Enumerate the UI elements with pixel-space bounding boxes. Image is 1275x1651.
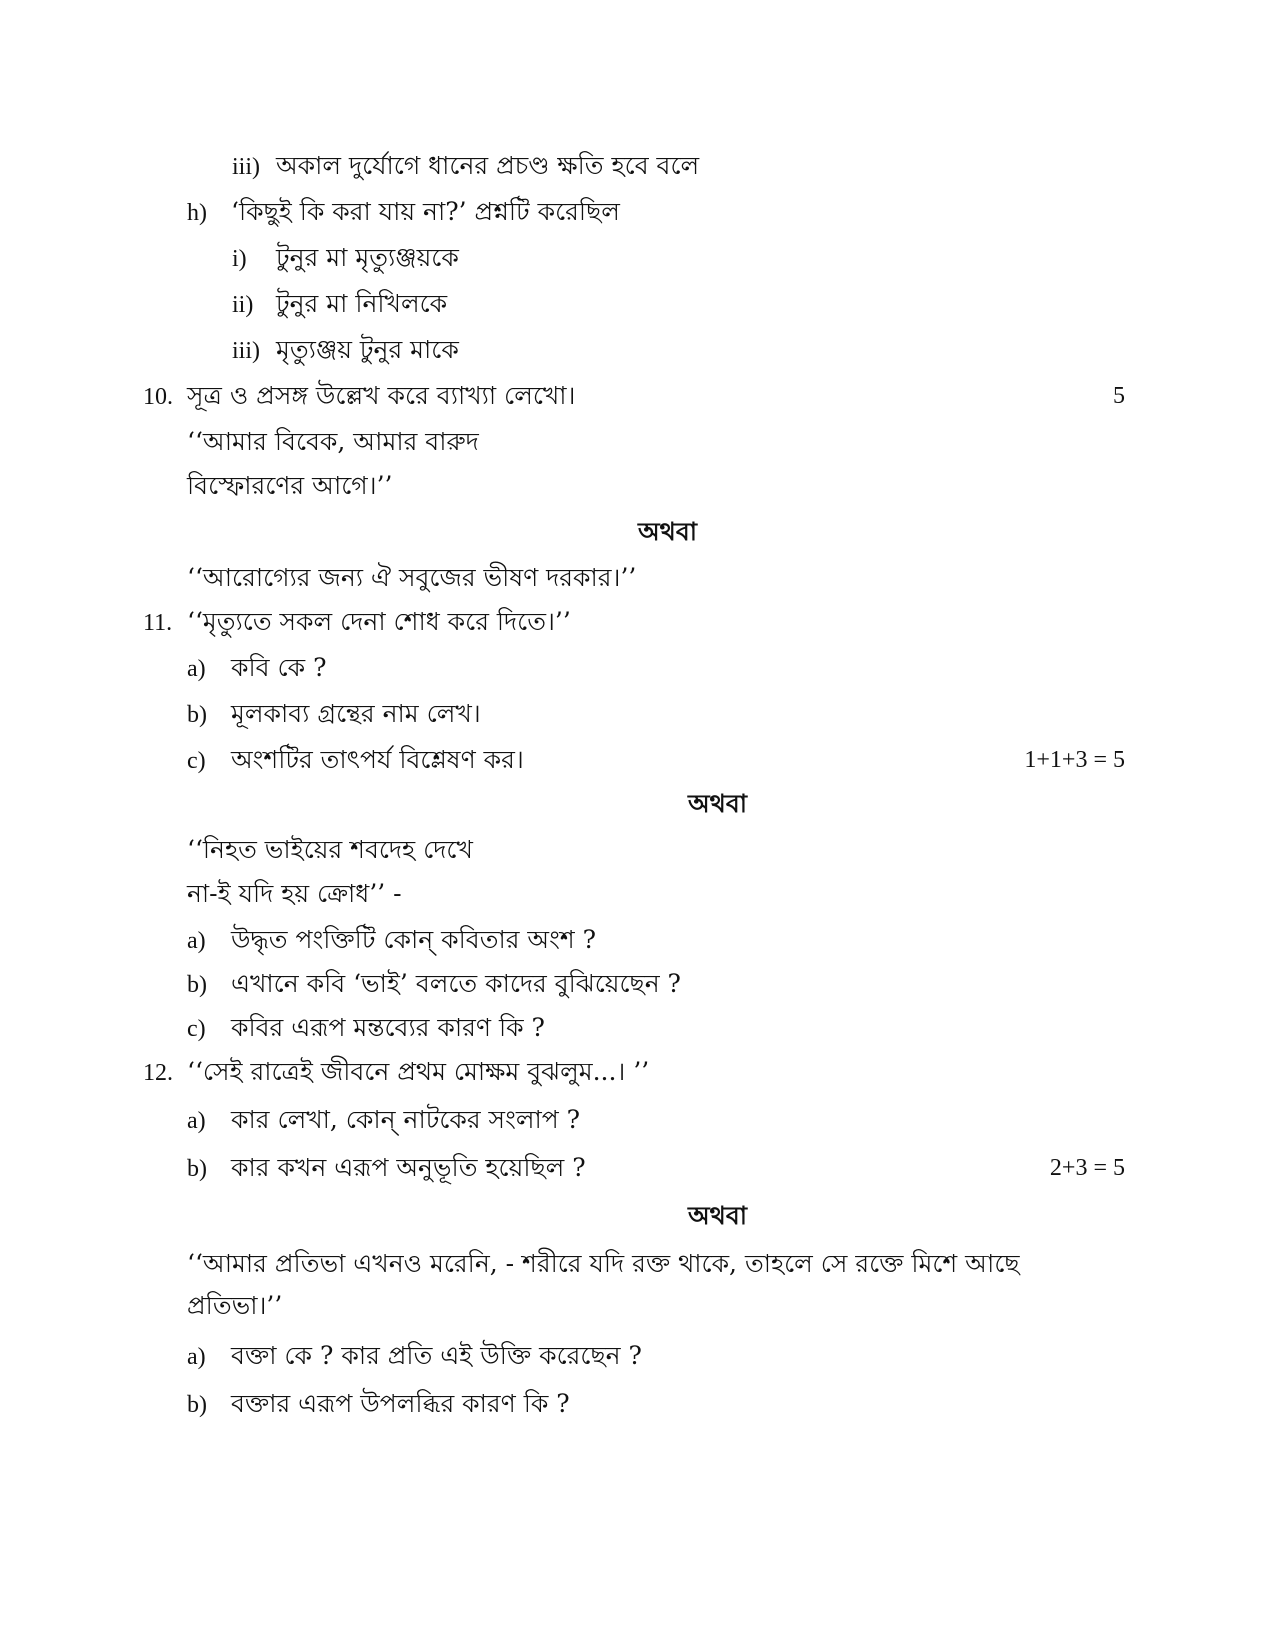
question-10-marks: 5 — [1113, 383, 1125, 409]
sub-question-marker: h) — [187, 200, 207, 226]
alt-quote: ‘‘আরোগ্যের জন্য ঐ সবুজের ভীষণ দরকার।’’ — [187, 563, 637, 592]
sub-question-text: এখানে কবি ‘ভাই’ বলতে কাদের বুঝিয়েছেন ? — [231, 969, 681, 998]
question-12 — [143, 1056, 649, 1089]
option-text: অকাল দুর্যোগে ধানের প্রচণ্ড ক্ষতি হবে বলে — [276, 151, 700, 180]
question-number: 11. — [143, 610, 173, 636]
or-divider: অথবা — [637, 517, 697, 546]
sub-question-marker: a) — [187, 1344, 206, 1370]
option-marker: iii) — [232, 154, 260, 180]
question-number: 10. — [143, 384, 173, 410]
sub-question-b — [187, 698, 481, 731]
option-marker: iii) — [232, 338, 260, 364]
sub-question-marker: b) — [187, 1392, 207, 1418]
alt-quote-line: ‘‘আমার প্রতিভা এখনও মরেনি, - শরীরে যদি রক্ত থাকে, তাহলে সে রক্তে মিশে আছে — [187, 1249, 1020, 1278]
sub-question-marker: a) — [187, 656, 206, 682]
alt-quote-line: না-ই যদি হয় ক্রোধ’’ - — [187, 879, 402, 908]
or-divider: অথবা — [687, 1201, 747, 1230]
sub-question-text: উদ্ধৃত পংক্তিটি কোন্ কবিতার অংশ ? — [231, 925, 596, 954]
question-11-marks: 1+1+3 = 5 — [1024, 747, 1125, 773]
alt-sub-question-b — [187, 1388, 570, 1421]
alt-sub-question-c — [187, 1012, 545, 1045]
sub-question-b — [187, 1152, 586, 1185]
sub-question-marker: c) — [187, 1016, 206, 1042]
sub-question-text: মূলকাব্য গ্রন্থের নাম লেখ। — [231, 699, 481, 728]
sub-question-marker: a) — [187, 928, 206, 954]
question-12-marks: 2+3 = 5 — [1049, 1155, 1125, 1181]
sub-question-h — [187, 196, 620, 229]
sub-question-marker: b) — [187, 972, 207, 998]
sub-question-text: কবির এরূপ মন্তব্যের কারণ কি ? — [231, 1013, 545, 1042]
sub-question-marker: c) — [187, 748, 206, 774]
sub-question-c — [187, 744, 524, 777]
option-marker: ii) — [232, 292, 254, 318]
or-divider: অথবা — [687, 789, 747, 818]
sub-question-marker: a) — [187, 1108, 206, 1134]
option-text: মৃত্যুঞ্জয় টুনুর মাকে — [276, 335, 459, 364]
alt-quote-line: ‘‘নিহত ভাইয়ের শবদেহ দেখে — [187, 835, 473, 864]
option-g-iii — [232, 150, 699, 183]
sub-question-text: বক্তা কে ? কার প্রতি এই উক্তি করেছেন ? — [231, 1341, 642, 1370]
sub-question-text: ‘কিছুই কি করা যায় না?’ প্রশ্নটি করেছিল — [231, 197, 620, 226]
alt-sub-question-a — [187, 1340, 642, 1373]
option-text: টুনুর মা মৃত্যুঞ্জয়কে — [276, 243, 459, 272]
option-h-iii — [232, 334, 459, 367]
alt-sub-question-a — [187, 924, 596, 957]
option-marker: i) — [232, 246, 247, 272]
sub-question-text: অংশটির তাৎপর্য বিশ্লেষণ কর। — [231, 745, 524, 774]
sub-question-marker: b) — [187, 702, 207, 728]
question-11 — [143, 606, 571, 639]
question-number: 12. — [143, 1060, 173, 1086]
quote-line: বিস্ফোরণের আগে।’’ — [187, 471, 393, 500]
question-quote: ‘‘মৃত্যুতে সকল দেনা শোধ করে দিতে।’’ — [187, 607, 571, 636]
quote-line: ‘‘আমার বিবেক, আমার বারুদ — [187, 427, 479, 456]
option-h-ii — [232, 288, 447, 321]
sub-question-a — [187, 1104, 580, 1137]
sub-question-marker: b) — [187, 1156, 207, 1182]
sub-question-text: কার লেখা, কোন্ নাটকের সংলাপ ? — [231, 1105, 581, 1134]
sub-question-text: কার কখন এরূপ অনুভূতি হয়েছিল ? — [231, 1153, 586, 1182]
question-quote: ‘‘সেই রাত্রেই জীবনে প্রথম মোক্ষম বুঝলুম...। ’’ — [187, 1057, 650, 1086]
sub-question-text: কবি কে ? — [231, 653, 327, 682]
sub-question-text: বক্তার এরূপ উপলব্ধির কারণ কি ? — [231, 1389, 570, 1418]
question-instruction: সূত্র ও প্রসঙ্গ উল্লেখ করে ব্যাখ্যা লেখো। — [187, 381, 576, 410]
question-10 — [143, 380, 575, 413]
option-h-i — [232, 242, 459, 275]
sub-question-a — [187, 652, 327, 685]
option-text: টুনুর মা নিখিলকে — [276, 289, 448, 318]
alt-quote-line: প্রতিভা।’’ — [187, 1291, 283, 1320]
alt-sub-question-b — [187, 968, 681, 1001]
